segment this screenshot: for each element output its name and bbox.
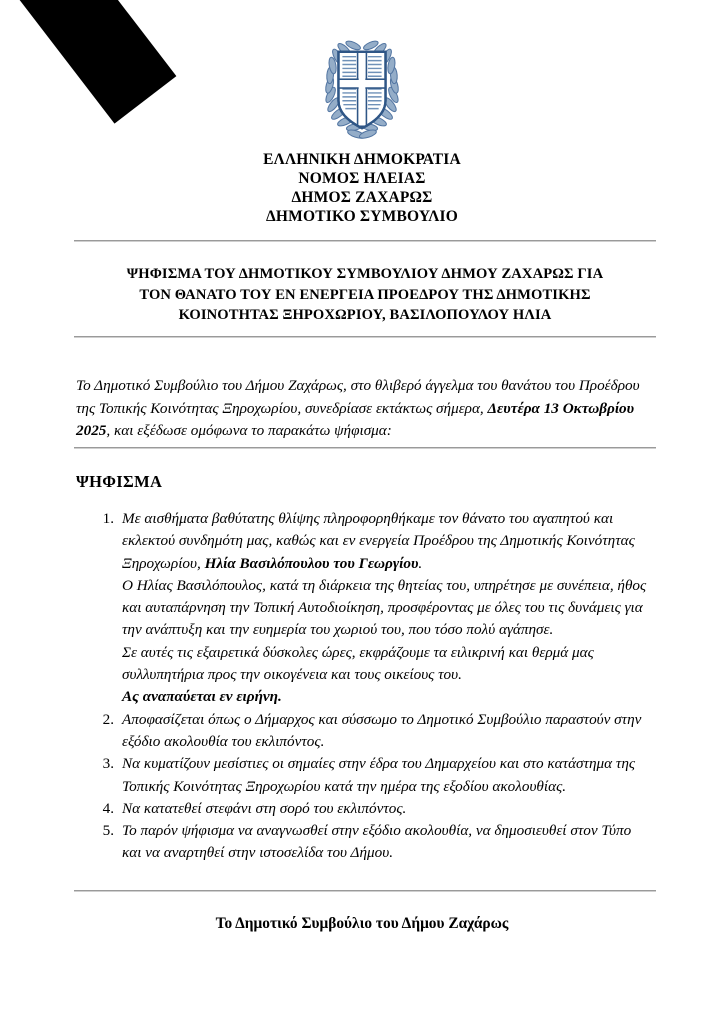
list-item [76,798,654,820]
document-title-line-3: ΚΟΙΝΟΤΗΤΑΣ ΞΗΡΟΧΩΡΙΟΥ, ΒΑΣΙΛΟΠΟΥΛΟΥ ΗΛΙΑ [178,307,552,323]
session-date: Δευτέρα 13 Οκτωβρίου 2025 [76,399,635,440]
list-item-number: 2. [102,710,114,728]
greek-coat-of-arms-icon [313,38,411,142]
divider-above-resolution [74,447,656,449]
document-title-line-2: ΤΟΝ ΘΑΝΑΤΟ ΤΟΥ ΕΝ ΕΝΕΡΓΕΙΑ ΠΡΟΕΔΡΟΥ ΤΗΣ ΔΗΜΟΤΙΚΗΣ [139,286,591,303]
authority-header [0,150,724,226]
list-item [76,753,654,798]
header-line-council: ΔΗΜΟΤΙΚΟ ΣΥΜΒΟΥΛΙΟ [265,208,459,225]
footer-signature: Το Δημοτικό Συμβούλιο του Δήμου Ζαχάρως [215,915,509,932]
divider-above-footer [74,890,656,892]
list-item-number: 5. [102,822,114,840]
header-line-prefecture: ΝΟΜΟΣ ΗΛΕΙΑΣ [298,170,426,187]
document-title [74,264,656,326]
list-item [76,820,654,865]
list-item [76,709,654,754]
item1-text-before-name: Με αισθήματα βαθύτατης θλίψης πληροφορηθήκαμε τον θάνατο του αγαπητού και εκλεκτού συνδημότη μας, καθώς και εν ενεργεία Προέδρου της Δημοτικής Κοινότητας Ξηροχωρίου, [122,510,635,572]
list-item-number: 3. [102,755,114,773]
list-item-paragraph [122,508,654,575]
emblem-container [0,38,724,142]
list-item-text: Το παρόν ψήφισμα να αναγνωσθεί στην εξόδιο ακολουθία, να δημοσιευθεί στον Τύπο και να αναρτηθεί στην ιστοσελίδα του Δήμου. [122,822,632,862]
list-item-paragraph: Ο Ηλίας Βασιλόπουλος, κατά τη διάρκεια της θητείας του, υπηρέτησε με συνέπεια, ήθος και αυταπάρνηση την Τοπική Αυτοδιοίκηση, προσφέροντας με όλες του τις δυνάμεις για την ανάπτυξη και την ευημερία του χωριού του, που τόσο πολύ αγάπησε. [122,576,647,639]
resolution-list [76,508,654,865]
intro-text-part-2: , και εξέδωσε ομόφωνα το παρακάτω ψήφισμα: [106,422,392,440]
deceased-name: Ηλία Βασιλόπουλου του Γεωργίου [204,554,419,572]
list-item-text [122,508,654,709]
divider-above-title [74,240,656,242]
rest-in-peace-line: Ας αναπαύεται εν ειρήνη. [122,688,282,706]
intro-paragraph [76,375,654,443]
resolution-heading: ΨΗΦΙΣΜΑ [76,472,163,491]
list-item-number: 4. [102,799,114,817]
divider-below-title [74,336,656,338]
intro-text-part-1: Το Δημοτικό Συμβούλιο του Δήμου Ζαχάρως, στο θλιβερό άγγελμα του θανάτου του Προέδρου της Τοπικής Κοινότητας Ξηροχωρίου, συνεδρίασε εκτάκτως σήμερα, [76,377,640,417]
item1-text-after-name: . [418,554,423,572]
document-title-line-1: ΨΗΦΙΣΜΑ ΤΟΥ ΔΗΜΟΤΙΚΟΥ ΣΥΜΒΟΥΛΙΟΥ ΔΗΜΟΥ ΖΑΧΑΡΩΣ ΓΙΑ [126,266,604,282]
header-line-country: ΕΛΛΗΝΙΚΗ ΔΗΜΟΚΡΑΤΙΑ [263,151,461,168]
list-item [76,508,654,709]
list-item-number: 1. [102,510,114,527]
header-line-municipality: ΔΗΜΟΣ ΖΑΧΑΡΩΣ [291,189,433,206]
list-item-text: Να κατατεθεί στεφάνι στη σορό του εκλιπόντος. [122,799,407,817]
list-item-paragraph: Σε αυτές τις εξαιρετικά δύσκολες ώρες, εκφράζουμε τα ειλικρινή και θερμά μας συλλυπητήρια προς την οικογένεια και τους οικείους του. [122,643,594,684]
list-item-text: Αποφασίζεται όπως ο Δήμαρχος και σύσσωμο το Δημοτικό Συμβούλιο παραστούν στην εξόδιο ακολουθία του εκλιπόντος. [122,710,642,750]
list-item-text: Να κυματίζουν μεσίστιες οι σημαίες στην έδρα του Δημαρχείου και στο κατάστημα της Τοπικής Κοινότητας Ξηροχωρίου κατά την ημέρα της εξοδίου ακολουθίας. [122,755,636,795]
